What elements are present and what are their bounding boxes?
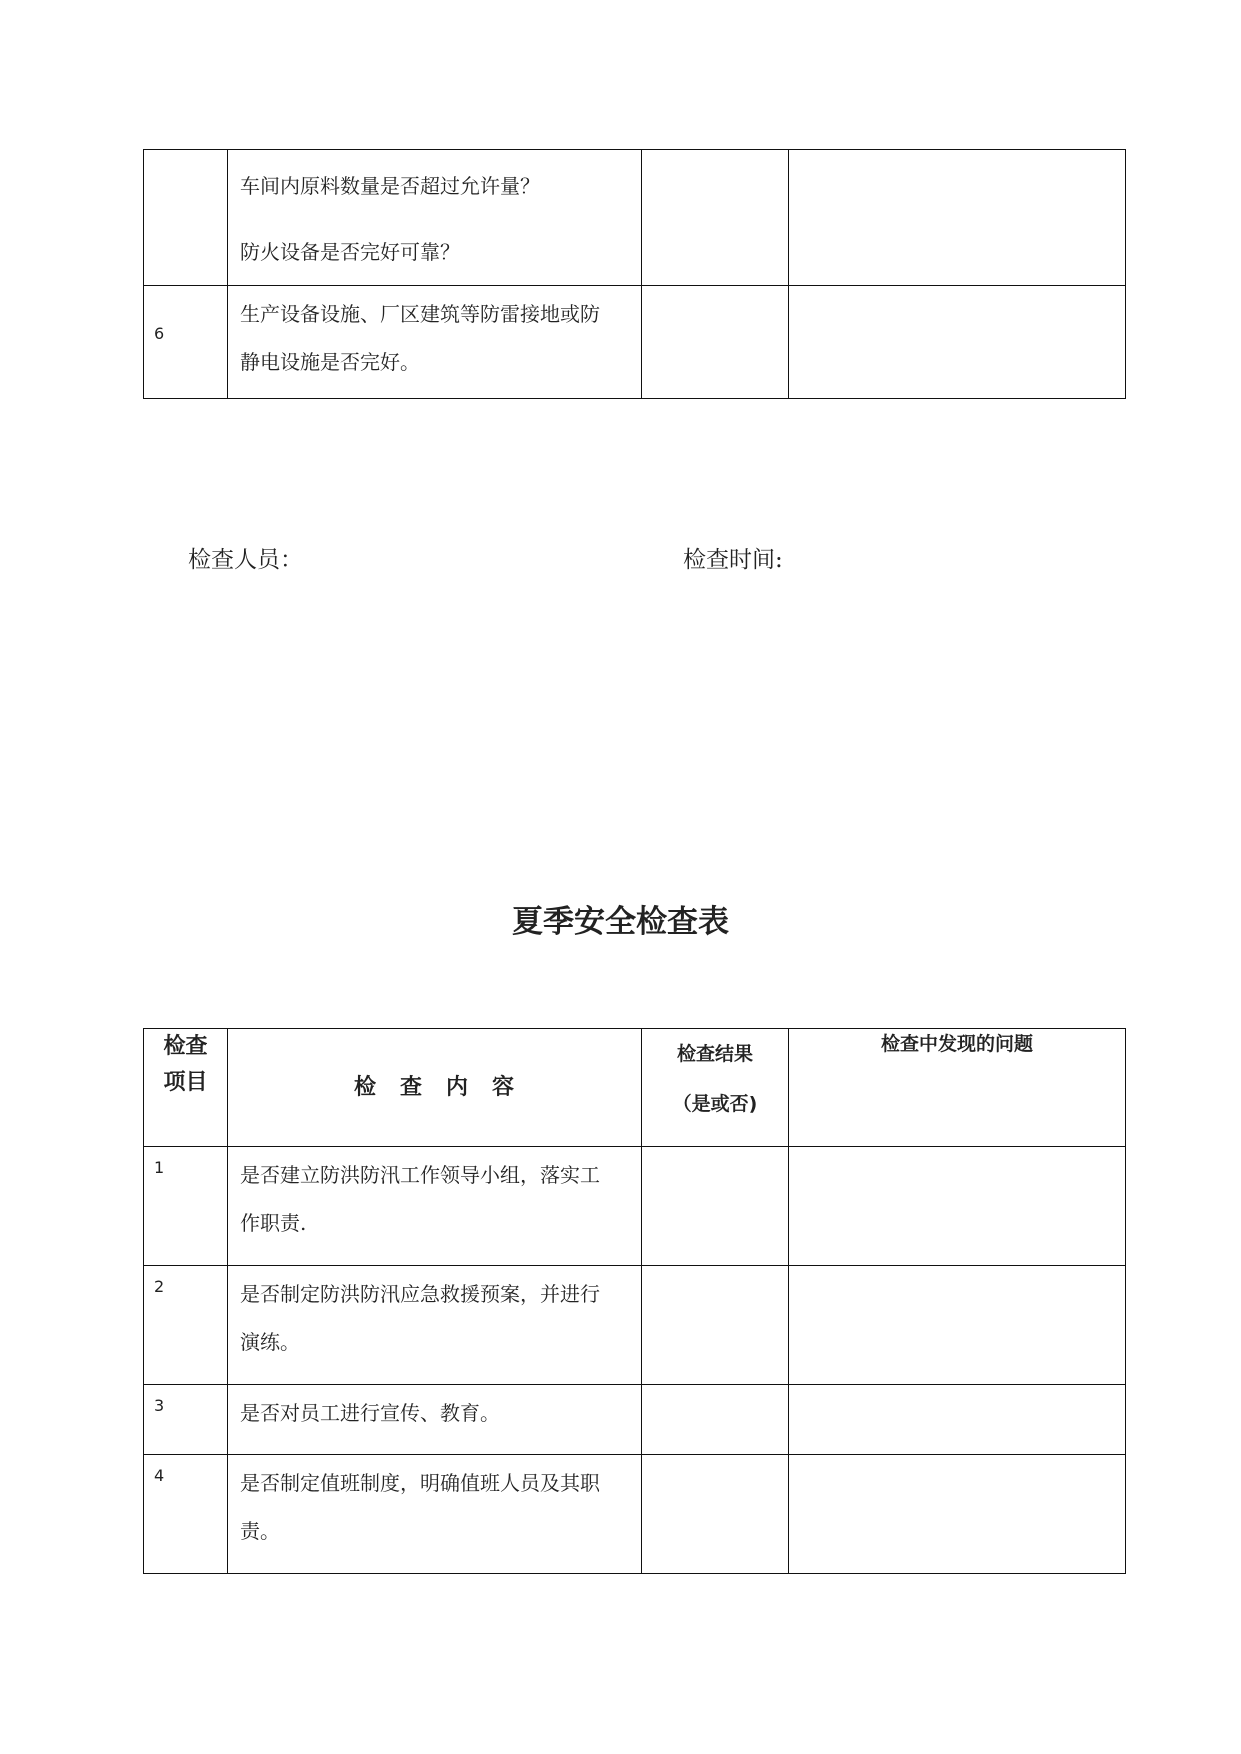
- summer-safety-check-table: [143, 1028, 1126, 1574]
- content-line: 是否建立防洪防汛工作领导小组，落实工: [240, 1163, 600, 1187]
- item-number-cell: 1: [144, 1147, 228, 1266]
- header-problems-found: 检查中发现的问题: [789, 1029, 1126, 1147]
- content-line: 生产设备设施、厂区建筑等防雷接地或防: [240, 302, 600, 326]
- check-result-cell[interactable]: [642, 1455, 789, 1574]
- header-check-result: 检查结果 （是或否): [642, 1029, 789, 1147]
- problem-found-cell[interactable]: [789, 150, 1126, 286]
- content-line: 责。: [240, 1519, 280, 1543]
- check-content-cell: [228, 1266, 642, 1385]
- content-line: 车间内原料数量是否超过允许量？: [240, 174, 540, 198]
- check-result-cell[interactable]: [642, 150, 789, 286]
- content-line: 作职责.: [240, 1211, 307, 1235]
- problem-found-cell[interactable]: [789, 1385, 1126, 1455]
- check-content-cell: [228, 286, 642, 399]
- check-content-cell: [228, 150, 642, 286]
- continued-check-table: [143, 149, 1126, 399]
- document-title: 夏季安全检查表: [512, 904, 729, 940]
- problem-found-cell[interactable]: [789, 1147, 1126, 1266]
- content-line: 演练。: [240, 1330, 300, 1354]
- inspector-label: 检查人员：: [188, 547, 303, 573]
- table-row: [144, 286, 1126, 399]
- item-number-cell: [144, 150, 228, 286]
- item-number-cell: 6: [144, 286, 228, 399]
- table-row: [144, 1266, 1126, 1385]
- check-result-cell[interactable]: [642, 1147, 789, 1266]
- header-check-content: 检 查 内 容: [228, 1029, 642, 1147]
- content-line: 静电设施是否完好。: [240, 350, 420, 374]
- problem-found-cell[interactable]: [789, 1266, 1126, 1385]
- check-result-cell[interactable]: [642, 1385, 789, 1455]
- content-line: 是否制定值班制度，明确值班人员及其职: [240, 1471, 600, 1495]
- table-header-row: [144, 1029, 1126, 1147]
- item-number-cell: 3: [144, 1385, 228, 1455]
- table-row: [144, 1455, 1126, 1574]
- inspection-time-label: 检查时间:: [683, 547, 783, 573]
- content-line: 是否对员工进行宣传、教育。: [240, 1401, 500, 1425]
- table-row: [144, 1385, 1126, 1455]
- header-check-item: 检查 项目: [144, 1029, 228, 1147]
- item-number-cell: 4: [144, 1455, 228, 1574]
- item-number-cell: 2: [144, 1266, 228, 1385]
- content-line: 是否制定防洪防汛应急救援预案，并进行: [240, 1282, 600, 1306]
- content-line: 防火设备是否完好可靠？: [240, 240, 460, 264]
- check-result-cell[interactable]: [642, 286, 789, 399]
- table-row: [144, 150, 1126, 286]
- check-content-cell: [228, 1385, 642, 1455]
- problem-found-cell[interactable]: [789, 286, 1126, 399]
- check-content-cell: [228, 1147, 642, 1266]
- problem-found-cell[interactable]: [789, 1455, 1126, 1574]
- check-result-cell[interactable]: [642, 1266, 789, 1385]
- check-content-cell: [228, 1455, 642, 1574]
- table-row: [144, 1147, 1126, 1266]
